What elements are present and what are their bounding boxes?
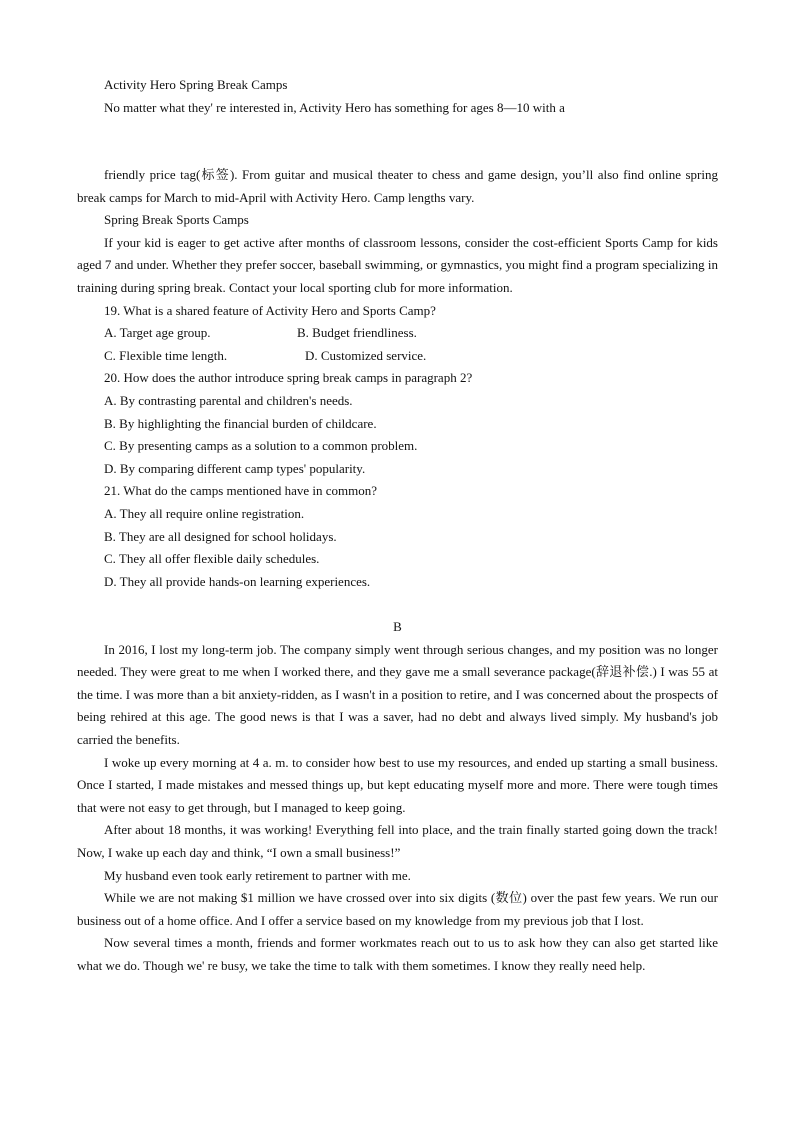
passage-paragraph-6: Now several times a month, friends and former workmates reach out to us to ask how they can also get started like what we do. Though we' re busy, we take the time to talk with them sometimes. I know they really need help. <box>77 935 718 973</box>
camp-title-sports: Spring Break Sports Camps <box>104 212 249 228</box>
option-b: B. They are all designed for school holidays. <box>104 528 337 544</box>
option-c: C. Flexible time length. <box>104 347 228 363</box>
section-heading: B <box>393 619 402 634</box>
section-b <box>77 616 718 978</box>
option-a: A. Target age group. <box>104 325 211 341</box>
sports-camp-paragraph: If your kid is eager to get active after months of classroom lessons, consider the cost-efficient Sports Camp for kids aged 7 and under. Whether they prefer soccer, baseball swimming, or gymnastics, you might find a program specializing in training during spring break. Contact your local sporting club for more information. <box>77 234 718 295</box>
section-a <box>77 164 718 593</box>
passage-paragraph-1: In 2016, I lost my long-term job. The company simply went through serious changes, and my position was no longer needed. They were great to me when I worked there, and they gave me a small severance package(辞退补偿.) I was 55 at the time. I was more than a bit anxiety-ridden, as I wasn't in a position to retire, and I was concerned about the prospects of being rehired at this age. The good news is that I was a saver, had no debt and always lived simply. My husband's job carried the benefits. <box>77 641 718 747</box>
top-block <box>77 74 718 119</box>
options-row <box>77 322 718 345</box>
question-19 <box>77 300 718 368</box>
question-stem: 21. What do the camps mentioned have in common? <box>104 483 378 499</box>
options-row <box>77 345 718 368</box>
activity-hero-intro: No matter what they' re interested in, Activity Hero has something for ages 8—10 with a <box>104 99 565 115</box>
question-20 <box>77 367 718 480</box>
camp-title-activity-hero: Activity Hero Spring Break Camps <box>104 77 288 92</box>
option-b: B. By highlighting the financial burden of childcare. <box>104 415 377 431</box>
option-b: B. Budget friendliness. <box>297 325 417 341</box>
option-d: D. They all provide hands-on learning experiences. <box>104 573 371 589</box>
question-21 <box>77 480 718 593</box>
passage-paragraph-4: My husband even took early retirement to partner with me. <box>104 867 411 883</box>
option-c: C. They all offer flexible daily schedules. <box>104 551 320 567</box>
passage-paragraph-5: While we are not making $1 million we have crossed over into six digits (数位) over the past few years. We run our business out of a home office. And I offer a service based on my knowledge from my previous job that I lost. <box>77 890 718 928</box>
option-d: D. Customized service. <box>305 347 427 363</box>
passage-paragraph-2: I woke up every morning at 4 a. m. to consider how best to use my resources, and ended up starting a small business. Once I started, I made mistakes and messed things up, but kept educating myself more and more. There were tough times that were not easy to get through, but I managed to keep going. <box>77 754 718 815</box>
option-d: D. By comparing different camp types' popularity. <box>104 460 366 476</box>
option-a: A. They all require online registration. <box>104 505 305 521</box>
option-a: A. By contrasting parental and children's needs. <box>104 392 353 408</box>
option-c: C. By presenting camps as a solution to a common problem. <box>104 438 418 454</box>
passage-paragraph-3: After about 18 months, it was working! Everything fell into place, and the train finally started going down the track! Now, I wake up each day and think, “I own a small business!” <box>77 822 718 860</box>
question-stem: 20. How does the author introduce spring break camps in paragraph 2? <box>104 370 473 386</box>
activity-hero-paragraph: friendly price tag(标签). From guitar and musical theater to chess and game design, you’ll also find online spring break camps for March to mid-April with Activity Hero. Camp lengths vary. <box>77 167 718 205</box>
question-stem: 19. What is a shared feature of Activity Hero and Sports Camp? <box>104 302 436 318</box>
